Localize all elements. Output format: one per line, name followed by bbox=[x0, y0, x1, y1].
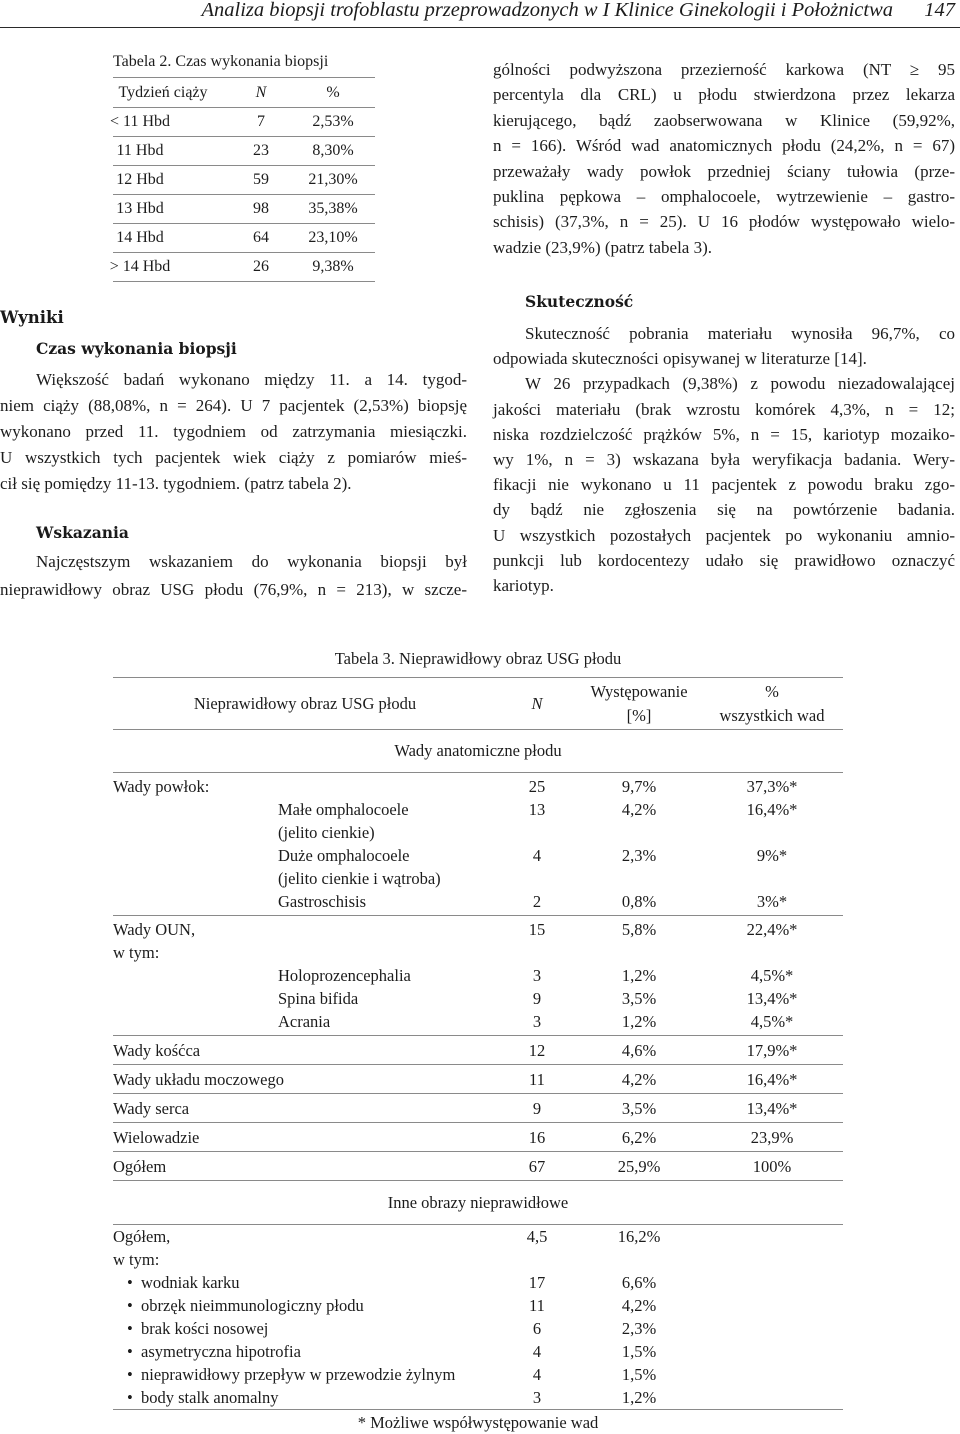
row-bullet-item: • nieprawidłowy przepływ w przewodzie żylnym bbox=[141, 1363, 455, 1386]
text-line: nieprawidłowy obraz USG płodu (76,9%, n = 213), w szcze- bbox=[0, 580, 467, 599]
row-sublabel: Duże omphalocoele bbox=[278, 846, 410, 865]
row-group bbox=[113, 1123, 843, 1152]
cell-n: 16 bbox=[528, 1128, 546, 1147]
cell-percent-of-all-defects: 17,9%* bbox=[746, 1041, 798, 1060]
row-label: Wady kośćca bbox=[113, 1041, 201, 1060]
cell-percent: 8,30% bbox=[312, 142, 354, 159]
text-line: cił się pomiędzy 11-13. tygodniem. (patrz tabela 2). bbox=[0, 474, 352, 493]
table-row bbox=[113, 987, 843, 1010]
row-group bbox=[113, 1065, 843, 1094]
cell-percent: 35,38% bbox=[308, 200, 358, 217]
text-line: niska rozdzielczość prążków 5%, n = 15, kariotyp mozaiko- bbox=[493, 424, 955, 444]
cell-n: 11 bbox=[529, 1070, 545, 1089]
cell-occurrence: 4,2% bbox=[621, 800, 657, 819]
table-row bbox=[113, 1225, 843, 1248]
row-sublabel: Małe omphalocoele bbox=[278, 800, 409, 819]
row-label: Ogółem, bbox=[113, 1227, 171, 1246]
text-line: jakości materiału (brak wzrostu komórek 4,3%, n = 12; bbox=[493, 399, 955, 419]
cell-n: 6 bbox=[532, 1319, 542, 1338]
subheading-indications: Wskazania bbox=[36, 523, 129, 542]
cell-percent-of-all-defects: 100% bbox=[752, 1157, 792, 1176]
cell-n: 4 bbox=[532, 1342, 542, 1361]
row-bullet-item: • wodniak karku bbox=[141, 1271, 240, 1294]
cell-n: 4,5 bbox=[526, 1227, 548, 1246]
row-group bbox=[113, 916, 843, 1036]
row-label: w tym: bbox=[113, 943, 160, 962]
cell-n: 15 bbox=[528, 920, 546, 939]
paragraph-biopsy-timing bbox=[0, 367, 467, 497]
cell-occurrence: 25,9% bbox=[617, 1157, 661, 1176]
table-header-row bbox=[113, 678, 843, 730]
subheading-biopsy-timing: Czas wykonania biopsji bbox=[36, 339, 237, 358]
row-sublabel: Gastroschisis bbox=[278, 892, 366, 911]
cell-n: 25 bbox=[528, 777, 546, 796]
row-bullet-item: • body stalk anomalny bbox=[141, 1386, 278, 1409]
paragraph-efficacy bbox=[493, 321, 955, 598]
table-row bbox=[113, 224, 375, 253]
cell-n: 17 bbox=[528, 1273, 546, 1292]
table-row bbox=[113, 1126, 843, 1149]
table-2 bbox=[109, 77, 375, 282]
text-line: fikacji nie wykonano u 11 pacjentek z powodu braku zgo- bbox=[493, 475, 955, 495]
text-line: kariotyp. bbox=[493, 576, 554, 596]
cell-n: 2 bbox=[532, 892, 542, 911]
table-row bbox=[110, 108, 375, 137]
section-title: Inne obrazy nieprawidłowe bbox=[113, 1181, 843, 1225]
text-line: Najczęstszym wskazaniem do wykonania biopsji był bbox=[36, 552, 467, 571]
table-row bbox=[113, 1271, 843, 1294]
text-line: U wszystkich pozostałych pacjentek po wykonaniu amnio- bbox=[493, 525, 955, 545]
column-header-line: Występowanie bbox=[590, 681, 688, 701]
column-header bbox=[497, 678, 577, 729]
row-sublabel: Spina bifida bbox=[278, 989, 359, 1008]
table-row bbox=[113, 137, 375, 166]
text-line: puklina pępkowa – omphalocoele, wytrzewienie – gastro- bbox=[493, 187, 955, 207]
table-3 bbox=[113, 677, 843, 1410]
text-line: punkcji lub kordocentezy udało się prawidłowo oznaczyć bbox=[493, 550, 955, 570]
cell-n: 64 bbox=[253, 229, 269, 246]
text-line: przeważały wady powłok przedniej ściany tułowia (prze- bbox=[493, 161, 955, 181]
text-line: wykonano przed 11. tygodniem od zatrzymania miesiączki. bbox=[0, 422, 467, 441]
cell-occurrence: 1,2% bbox=[621, 966, 657, 985]
row-bullet-item: • obrzęk nieimmunologiczny płodu bbox=[141, 1294, 364, 1317]
row-label: w tym: bbox=[113, 1250, 160, 1269]
cell-percent-of-all-defects: 9%* bbox=[756, 846, 788, 865]
cell-n: 3 bbox=[532, 1012, 542, 1031]
table-row bbox=[113, 1155, 843, 1178]
column-header-line: Nieprawidłowy obraz USG płodu bbox=[193, 693, 417, 713]
running-header-title: Analiza biopsji trofoblastu przeprowadzonych w I Klinice Ginekologii i Położnictwa bbox=[201, 0, 893, 21]
table-row bbox=[113, 1294, 843, 1317]
column-header-line: % bbox=[765, 681, 779, 701]
table-row bbox=[113, 166, 375, 195]
table-row bbox=[113, 798, 843, 821]
table-row bbox=[109, 253, 375, 282]
cell-occurrence: 2,3% bbox=[621, 846, 657, 865]
cell-occurrence: 4,2% bbox=[621, 1070, 657, 1089]
row-label: Wady powłok: bbox=[113, 777, 210, 796]
page-number: 147 bbox=[924, 0, 955, 21]
text-line: schisis) (37,3%, n = 25). U 16 płodów występowało wielo- bbox=[493, 212, 955, 232]
cell-occurrence: 9,7% bbox=[621, 777, 657, 796]
table-row bbox=[113, 1068, 843, 1091]
table-row bbox=[113, 1317, 843, 1340]
text-line: odpowiada skuteczności opisywanej w literaturze [14]. bbox=[493, 349, 867, 369]
cell-occurrence: 1,5% bbox=[621, 1365, 657, 1384]
paragraph-indications bbox=[0, 548, 467, 604]
table-row bbox=[113, 964, 843, 987]
section-title: Wady anatomiczne płodu bbox=[113, 730, 843, 773]
table-row bbox=[113, 1039, 843, 1062]
cell-n: 23 bbox=[253, 142, 269, 159]
cell-percent-of-all-defects: 37,3%* bbox=[746, 777, 798, 796]
cell-n: 98 bbox=[253, 200, 269, 217]
cell-percent-of-all-defects: 16,4%* bbox=[746, 1070, 798, 1089]
text-line: U wszystkich tych pacjentek wiek ciąży z pomiarów mieś- bbox=[0, 448, 467, 467]
row-label: Ogółem bbox=[113, 1157, 167, 1176]
cell-occurrence: 4,2% bbox=[621, 1296, 657, 1315]
table-header-row bbox=[113, 78, 375, 108]
table-row bbox=[113, 195, 375, 224]
column-header: % bbox=[326, 83, 340, 101]
cell-percent: 9,38% bbox=[312, 258, 354, 275]
text-line: percentyla dla CRL) u płodu stwierdzona przez lekarza bbox=[493, 85, 955, 105]
cell-occurrence: 4,6% bbox=[621, 1041, 657, 1060]
column-header bbox=[701, 678, 843, 729]
row-label: Wielowadzie bbox=[113, 1128, 200, 1147]
table-row bbox=[113, 1340, 843, 1363]
row-sublabel: (jelito cienkie) bbox=[278, 823, 375, 842]
table-row bbox=[113, 1363, 843, 1386]
column-header: N bbox=[255, 83, 267, 101]
cell-n: 12 bbox=[528, 1041, 546, 1060]
cell-n: 11 bbox=[529, 1296, 545, 1315]
row-label: Wady serca bbox=[113, 1099, 190, 1118]
text-line: kierującego, bądź zaobserwowana w Klinice (59,92%, bbox=[493, 110, 955, 130]
cell-n: 4 bbox=[532, 1365, 542, 1384]
row-sublabel: (jelito cienkie i wątroba) bbox=[278, 869, 441, 888]
table-3-footnote: * Możliwe współwystępowanie wad bbox=[357, 1413, 599, 1432]
table-row bbox=[113, 1386, 843, 1409]
table-row bbox=[113, 1248, 843, 1271]
column-header-line: N bbox=[531, 693, 543, 713]
cell-occurrence: 3,5% bbox=[621, 989, 657, 1008]
cell-n: 9 bbox=[532, 989, 542, 1008]
row-group bbox=[113, 1225, 843, 1410]
cell-n: 7 bbox=[257, 113, 265, 130]
cell-n: 26 bbox=[253, 258, 269, 275]
cell-percent: 2,53% bbox=[312, 113, 354, 130]
cell-percent-of-all-defects: 13,4%* bbox=[746, 989, 798, 1008]
table-row bbox=[113, 844, 843, 867]
row-group bbox=[113, 1036, 843, 1065]
cell-gestational-week: > 14 Hbd bbox=[109, 258, 171, 275]
cell-gestational-week: < 11 Hbd bbox=[110, 113, 170, 130]
cell-percent-of-all-defects: 13,4%* bbox=[746, 1099, 798, 1118]
cell-percent-of-all-defects: 23,9% bbox=[750, 1128, 794, 1147]
cell-n: 3 bbox=[532, 1388, 542, 1407]
text-line: W 26 przypadkach (9,38%) z powodu niezadowalającej bbox=[525, 374, 955, 394]
text-line: wadzie (23,9%) (patrz tabela 3). bbox=[493, 237, 712, 257]
cell-gestational-week: 12 Hbd bbox=[116, 171, 164, 188]
text-line: gólności podwyższona przezierność karkowa (NT ≥ 95 bbox=[493, 60, 955, 79]
cell-gestational-week: 13 Hbd bbox=[116, 200, 164, 217]
column-header-line: [%] bbox=[626, 705, 652, 725]
table-3-caption: Tabela 3. Nieprawidłowy obraz USG płodu bbox=[334, 649, 622, 668]
text-line: dy bądź nie zgłoszenia się na powtórzenie badania. bbox=[493, 500, 955, 520]
table-row bbox=[113, 1010, 843, 1033]
paragraph-indications-continued bbox=[493, 57, 955, 260]
cell-n: 4 bbox=[532, 846, 542, 865]
cell-n: 59 bbox=[253, 171, 269, 188]
cell-occurrence: 2,3% bbox=[621, 1319, 657, 1338]
row-group bbox=[113, 773, 843, 916]
cell-n: 67 bbox=[528, 1157, 546, 1176]
cell-occurrence: 1,5% bbox=[621, 1342, 657, 1361]
text-line: Skuteczność pobrania materiału wynosiła 96,7%, co bbox=[525, 324, 955, 343]
cell-occurrence: 0,8% bbox=[621, 892, 657, 911]
section-heading-results: Wyniki bbox=[0, 308, 64, 327]
row-label: Wady OUN, bbox=[113, 920, 196, 939]
cell-n: 13 bbox=[528, 800, 546, 819]
subheading-efficacy: Skuteczność bbox=[525, 292, 634, 311]
cell-gestational-week: 11 Hbd bbox=[116, 142, 164, 159]
cell-occurrence: 6,2% bbox=[621, 1128, 657, 1147]
cell-percent-of-all-defects: 16,4%* bbox=[746, 800, 798, 819]
cell-occurrence: 1,2% bbox=[621, 1012, 657, 1031]
table-row bbox=[113, 890, 843, 913]
row-group bbox=[113, 1094, 843, 1123]
cell-gestational-week: 14 Hbd bbox=[116, 229, 164, 246]
text-line: n = 166). Wśród wad anatomicznych płodu (24,2%, n = 67) bbox=[493, 136, 955, 156]
cell-percent-of-all-defects: 22,4%* bbox=[746, 920, 798, 939]
cell-percent-of-all-defects: 4,5%* bbox=[750, 966, 794, 985]
table-row bbox=[113, 821, 843, 844]
row-sublabel: Holoprozencephalia bbox=[278, 966, 411, 985]
row-label: Wady układu moczowego bbox=[113, 1070, 284, 1089]
header-rule bbox=[0, 27, 960, 28]
row-bullet-item: • brak kości nosowej bbox=[141, 1317, 268, 1340]
table-row bbox=[113, 941, 843, 964]
cell-occurrence: 1,2% bbox=[621, 1388, 657, 1407]
text-line: Większość badań wykonano między 11. a 14. tygod- bbox=[36, 370, 467, 389]
cell-occurrence: 16,2% bbox=[617, 1227, 661, 1246]
table-row bbox=[113, 918, 843, 941]
cell-percent: 23,10% bbox=[308, 229, 358, 246]
row-group bbox=[113, 1152, 843, 1181]
column-header bbox=[113, 678, 497, 729]
text-line: wy 1%, n = 3) wskazana była weryfikacja badania. Wery- bbox=[493, 450, 955, 470]
cell-percent: 21,30% bbox=[308, 171, 358, 188]
column-header bbox=[577, 678, 701, 729]
cell-n: 3 bbox=[532, 966, 542, 985]
table-row bbox=[113, 1097, 843, 1120]
cell-n: 9 bbox=[532, 1099, 542, 1118]
row-bullet-item: • asymetryczna hipotrofia bbox=[141, 1340, 301, 1363]
cell-occurrence: 5,8% bbox=[621, 920, 657, 939]
table-row bbox=[113, 775, 843, 798]
table-2-caption: Tabela 2. Czas wykonania biopsji bbox=[113, 53, 329, 70]
text-line: niem ciąży (88,08%, n = 264). U 7 pacjentek (2,53%) biopsję bbox=[0, 396, 467, 415]
table-row bbox=[113, 867, 843, 890]
column-header: Tydzień ciąży bbox=[118, 83, 208, 101]
cell-percent-of-all-defects: 3%* bbox=[756, 892, 788, 911]
cell-percent-of-all-defects: 4,5%* bbox=[750, 1012, 794, 1031]
column-header-line: wszystkich wad bbox=[719, 705, 825, 725]
cell-occurrence: 6,6% bbox=[621, 1273, 657, 1292]
cell-occurrence: 3,5% bbox=[621, 1099, 657, 1118]
row-sublabel: Acrania bbox=[278, 1012, 331, 1031]
